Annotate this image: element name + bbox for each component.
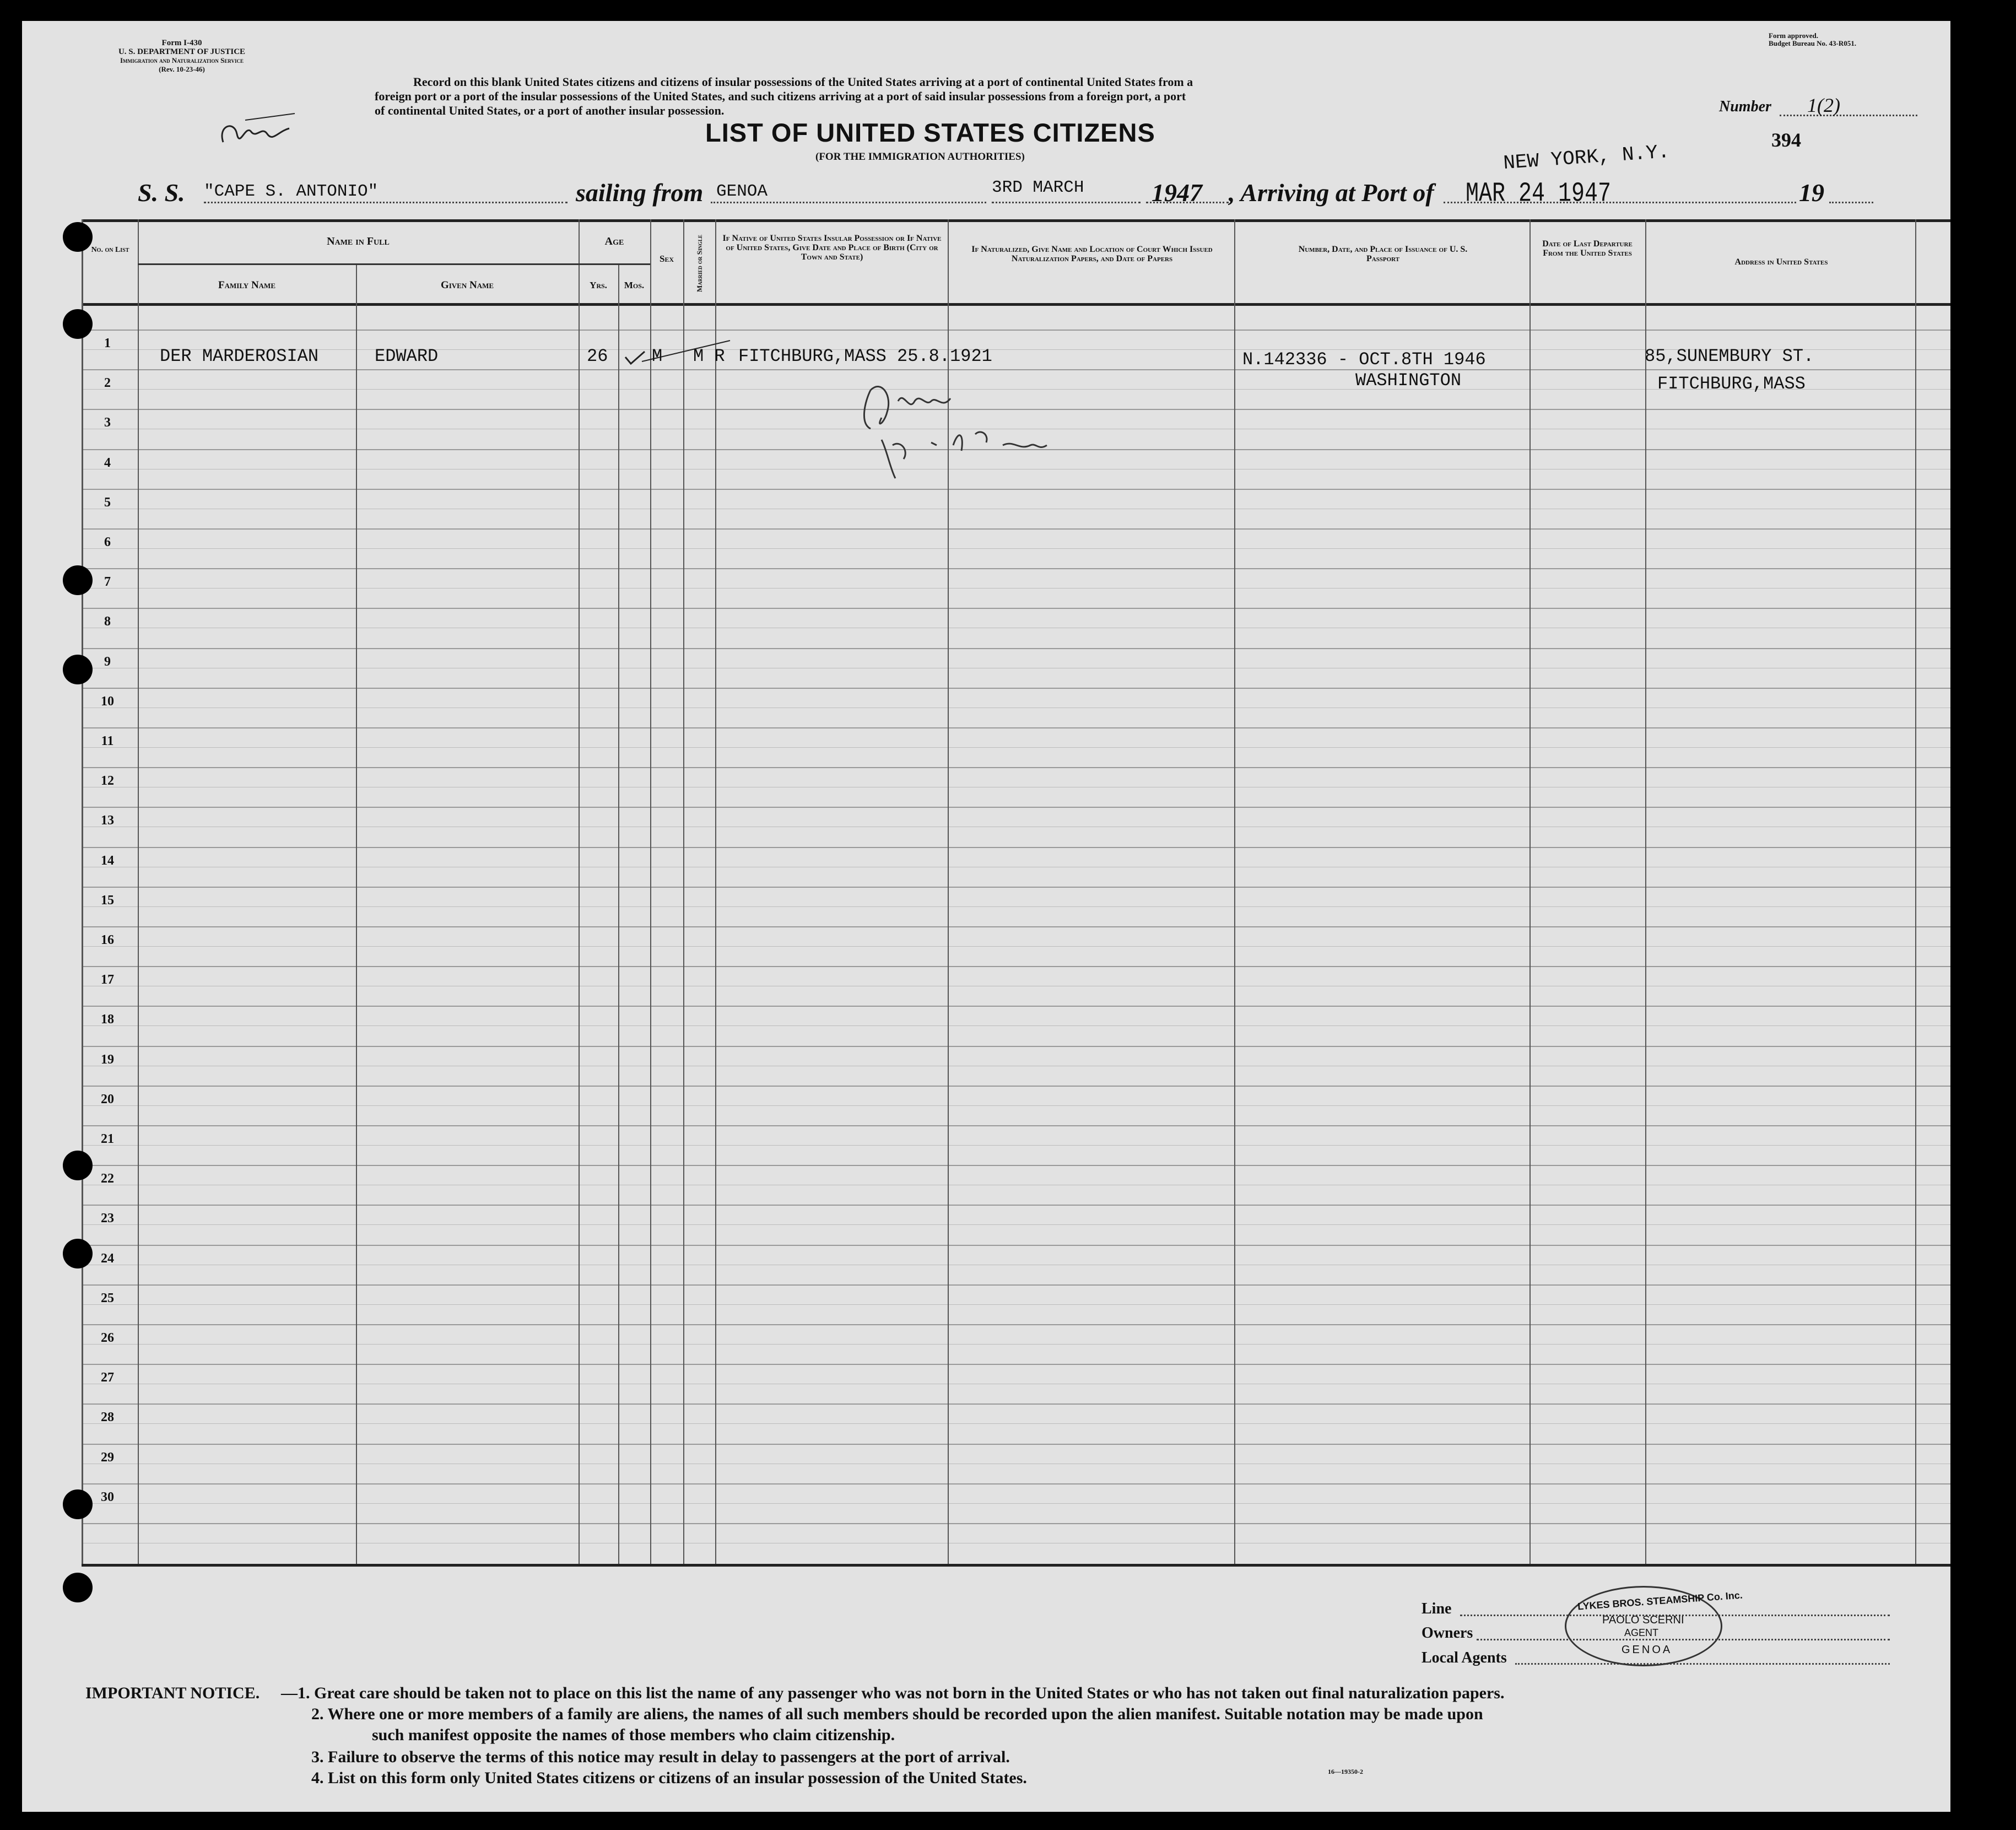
notice-line-2: 2. Where one or more members of a family are aliens, the names of all such members should be recorded upon the alien manifest. Suitable notation may be made upon bbox=[311, 1705, 1483, 1723]
row-rule bbox=[82, 1205, 1950, 1206]
row-rule bbox=[82, 568, 1950, 569]
header-name-in-full: Name in Full bbox=[327, 235, 390, 247]
owners-label: Owners bbox=[1422, 1624, 1473, 1642]
row-rule bbox=[82, 608, 1950, 609]
row-rule bbox=[82, 1006, 1950, 1007]
row-rule bbox=[82, 1324, 1950, 1325]
row-number: 10 bbox=[101, 694, 114, 709]
year-suffix-line bbox=[1829, 202, 1873, 203]
binder-hole bbox=[63, 309, 93, 339]
row-rule bbox=[82, 1245, 1950, 1246]
manifest-sheet bbox=[22, 21, 1950, 1812]
row-rule bbox=[82, 727, 1950, 728]
header-given-name: Given Name bbox=[440, 279, 494, 291]
entry-passport-line1: N.142336 - OCT.8TH 1946 bbox=[1242, 349, 1486, 370]
notice-line-3: such manifest opposite the names of those members who claim citizenship. bbox=[372, 1726, 895, 1744]
binder-hole bbox=[63, 1239, 93, 1268]
notice-line-1: —1. Great care should be taken not to place on this list the name of any passenger who was not born in the United States or who has not taken out final naturalization papers. bbox=[281, 1684, 1505, 1702]
ss-label: S. S. bbox=[138, 179, 185, 207]
stamp-role: AGENT bbox=[1624, 1627, 1659, 1638]
row-guide bbox=[82, 1025, 1950, 1026]
form-title: LIST OF UNITED STATES CITIZENS bbox=[705, 118, 1155, 147]
row-number: 20 bbox=[101, 1092, 114, 1106]
row-guide bbox=[82, 906, 1950, 907]
number-value: 1(2) bbox=[1807, 94, 1840, 116]
row-number: 29 bbox=[101, 1450, 114, 1465]
sailing-from-label: sailing from bbox=[576, 179, 704, 207]
col-line bbox=[356, 263, 357, 1564]
number-label: Number bbox=[1719, 98, 1771, 115]
col-line bbox=[715, 219, 716, 1564]
notice-line-4: 3. Failure to observe the terms of this notice may result in delay to passengers at the port of arrival. bbox=[311, 1748, 1010, 1766]
row-guide bbox=[82, 1304, 1950, 1305]
revision: (Rev. 10-23-46) bbox=[159, 65, 205, 73]
row-number: 2 bbox=[104, 376, 111, 390]
year: 1947 bbox=[1152, 179, 1202, 207]
ship-name: "CAPE S. ANTONIO" bbox=[204, 182, 379, 201]
row-rule bbox=[82, 688, 1950, 689]
agent-stamp bbox=[1565, 1586, 1743, 1666]
entry-address-line1: 85,SUNEMBURY ST. bbox=[1645, 346, 1814, 366]
arriving-label: , Arriving at Port of bbox=[1229, 179, 1434, 207]
row-rule bbox=[82, 489, 1950, 490]
port-from: GENOA bbox=[716, 182, 768, 201]
stamp-city: GENOA bbox=[1622, 1644, 1673, 1656]
header-native: If Native of United States Insular Possession or If Native of United States, Give Date and Place of Birth (City or Town and State) bbox=[722, 234, 942, 262]
row-number: 5 bbox=[104, 495, 111, 510]
row-number: 27 bbox=[101, 1370, 114, 1385]
header-age: Age bbox=[604, 235, 624, 247]
row-number: 12 bbox=[101, 774, 114, 788]
form-number: Form I-430 bbox=[161, 39, 202, 47]
instructions bbox=[375, 75, 1642, 118]
col-line bbox=[683, 219, 684, 1564]
entry-sex: M bbox=[652, 346, 663, 366]
form-subtitle: (FOR THE IMMIGRATION AUTHORITIES) bbox=[815, 151, 1025, 163]
col-line bbox=[82, 219, 83, 1564]
binder-hole bbox=[63, 1489, 93, 1519]
port-from-line bbox=[711, 202, 986, 203]
row-rule bbox=[82, 1284, 1950, 1286]
row-rule bbox=[82, 887, 1950, 888]
row-number: 15 bbox=[101, 893, 114, 908]
agents-label: Local Agents bbox=[1422, 1649, 1507, 1666]
row-rule bbox=[82, 1403, 1950, 1405]
header-address: Address in United States bbox=[1734, 257, 1828, 267]
year-line bbox=[1146, 202, 1229, 203]
row-rule bbox=[82, 1364, 1950, 1365]
col-line bbox=[1529, 219, 1531, 1564]
approval-text: Form approved. bbox=[1769, 31, 1819, 40]
ship-line bbox=[204, 202, 567, 203]
row-rule bbox=[82, 1046, 1950, 1047]
row-number: 4 bbox=[104, 456, 111, 470]
table-header-border bbox=[82, 303, 1950, 306]
binder-hole bbox=[63, 222, 93, 252]
binder-hole bbox=[63, 1151, 93, 1180]
row-number: 26 bbox=[101, 1331, 114, 1345]
row-number: 11 bbox=[101, 734, 114, 748]
header-naturalized: If Naturalized, Give Name and Location of Court Which Issued Naturalization Papers, and Date of Papers bbox=[971, 245, 1213, 263]
row-number: 7 bbox=[104, 575, 111, 589]
row-number: 3 bbox=[104, 415, 111, 430]
header-sex: Sex bbox=[659, 253, 674, 264]
row-number: 28 bbox=[101, 1410, 114, 1424]
col-line bbox=[1915, 219, 1916, 1564]
row-number: 19 bbox=[101, 1052, 114, 1067]
age-subheader-line bbox=[579, 263, 650, 265]
arrival-port-stamp: NEW YORK, N.Y. bbox=[1502, 141, 1671, 175]
number-line bbox=[1780, 115, 1917, 116]
department: U. S. DEPARTMENT OF JUSTICE bbox=[118, 47, 246, 56]
header-married-or-single: Married or Single bbox=[695, 235, 704, 293]
form-block bbox=[116, 39, 248, 74]
header-family-name: Family Name bbox=[218, 279, 275, 291]
row-number: 24 bbox=[101, 1251, 114, 1266]
binder-hole bbox=[63, 655, 93, 684]
stamp-company: LYKES BROS. STEAMSHIP Co. Inc. bbox=[1577, 1589, 1743, 1612]
row-guide bbox=[82, 1145, 1950, 1146]
row-rule bbox=[82, 1483, 1950, 1484]
row-rule bbox=[82, 528, 1950, 530]
list-number: 394 bbox=[1771, 129, 1801, 151]
name-subheader-line bbox=[138, 263, 579, 265]
entry-passport-line2: WASHINGTON bbox=[1355, 370, 1462, 391]
notice-title: IMPORTANT NOTICE. bbox=[85, 1684, 260, 1702]
instruction-line: of continental United States, or a port of another insular possession. bbox=[375, 104, 725, 117]
row-rule bbox=[82, 1523, 1950, 1524]
print-code: 16—19350-2 bbox=[1328, 1768, 1363, 1775]
instruction-line: Record on this blank United States citizens and citizens of insular possessions of the United States arriving at a port of continental United States from a bbox=[413, 75, 1193, 89]
col-line bbox=[579, 219, 580, 1564]
row-guide bbox=[82, 1423, 1950, 1424]
row-number: 8 bbox=[104, 614, 111, 629]
row-rule bbox=[82, 926, 1950, 927]
row-guide bbox=[82, 588, 1950, 589]
line-label: Line bbox=[1422, 1600, 1452, 1617]
col-line bbox=[1234, 219, 1235, 1564]
entry-birth: FITCHBURG,MASS 25.8.1921 bbox=[738, 346, 992, 366]
row-number: 17 bbox=[101, 973, 114, 987]
arrival-date-stamp: MAR 24 1947 bbox=[1466, 179, 1612, 210]
departure-line bbox=[992, 202, 1141, 203]
table-bottom-border bbox=[82, 1564, 1950, 1567]
agents-line bbox=[1515, 1663, 1890, 1665]
binder-hole bbox=[63, 1573, 93, 1602]
stamp-person: PAOLO SCERNI bbox=[1602, 1614, 1684, 1626]
row-rule bbox=[82, 1086, 1950, 1087]
header-last-departure: Date of Last Departure From the United States bbox=[1542, 239, 1633, 258]
header-yrs: Yrs. bbox=[590, 280, 607, 290]
row-number: 13 bbox=[101, 813, 114, 828]
row-rule bbox=[82, 648, 1950, 649]
row-number: 9 bbox=[104, 655, 111, 669]
row-guide bbox=[82, 1224, 1950, 1225]
entry-age-yrs: 26 bbox=[587, 346, 608, 366]
row-rule bbox=[82, 767, 1950, 768]
table-top-border bbox=[82, 219, 1950, 222]
entry-given-name: EDWARD bbox=[375, 346, 439, 366]
row-number: 25 bbox=[101, 1291, 114, 1305]
row-number: 23 bbox=[101, 1211, 114, 1226]
row-guide bbox=[82, 548, 1950, 549]
header-no-on-list: No. on List bbox=[91, 246, 129, 254]
row-rule bbox=[82, 330, 1950, 331]
header-mos: Mos. bbox=[624, 280, 645, 290]
row-number: 30 bbox=[101, 1490, 114, 1504]
row-guide bbox=[82, 747, 1950, 748]
instruction-line: foreign port or a port of the insular possessions of the United States, and such citizens arriving at a port of said insular possessions from a foreign port, a port bbox=[375, 89, 1186, 103]
year-prefix: 19 bbox=[1799, 179, 1824, 207]
row-guide bbox=[82, 946, 1950, 947]
row-guide bbox=[82, 1105, 1950, 1106]
row-number: 16 bbox=[101, 933, 114, 947]
handwritten-initials bbox=[212, 109, 300, 159]
row-number: 6 bbox=[104, 535, 111, 549]
col-line bbox=[618, 263, 619, 1564]
entry-family-name: DER MARDEROSIAN bbox=[160, 346, 319, 366]
row-rule bbox=[82, 847, 1950, 848]
row-number: 14 bbox=[101, 854, 114, 868]
form-approval bbox=[1769, 32, 1856, 47]
col-line bbox=[650, 219, 651, 1564]
row-number: 21 bbox=[101, 1132, 114, 1146]
row-rule bbox=[82, 966, 1950, 967]
budget-bureau-text: Budget Bureau No. 43-R051. bbox=[1769, 39, 1857, 47]
row-rule bbox=[82, 1165, 1950, 1166]
binder-hole bbox=[63, 565, 93, 595]
row-number: 1 bbox=[104, 336, 111, 350]
row-rule bbox=[82, 1444, 1950, 1445]
row-guide bbox=[82, 1503, 1950, 1504]
departure-date: 3RD MARCH bbox=[992, 178, 1084, 197]
arrival-line bbox=[1444, 202, 1796, 203]
col-line bbox=[138, 219, 139, 1564]
row-rule bbox=[82, 1125, 1950, 1126]
row-guide bbox=[82, 1344, 1950, 1345]
notice-line-5: 4. List on this form only United States citizens or citizens of an insular possession of the United States. bbox=[311, 1769, 1027, 1787]
header-passport: Number, Date, and Place of Issuance of U. S. Passport bbox=[1298, 245, 1468, 263]
service: Immigration and Naturalization Service bbox=[120, 56, 244, 64]
entry-address-line2: FITCHBURG,MASS bbox=[1657, 374, 1806, 394]
row-number: 18 bbox=[101, 1012, 114, 1027]
entry-marital: M R bbox=[693, 346, 725, 366]
row-number: 22 bbox=[101, 1172, 114, 1186]
handwritten-signature bbox=[848, 368, 1113, 484]
row-rule bbox=[82, 807, 1950, 808]
col-line bbox=[1645, 219, 1646, 1564]
